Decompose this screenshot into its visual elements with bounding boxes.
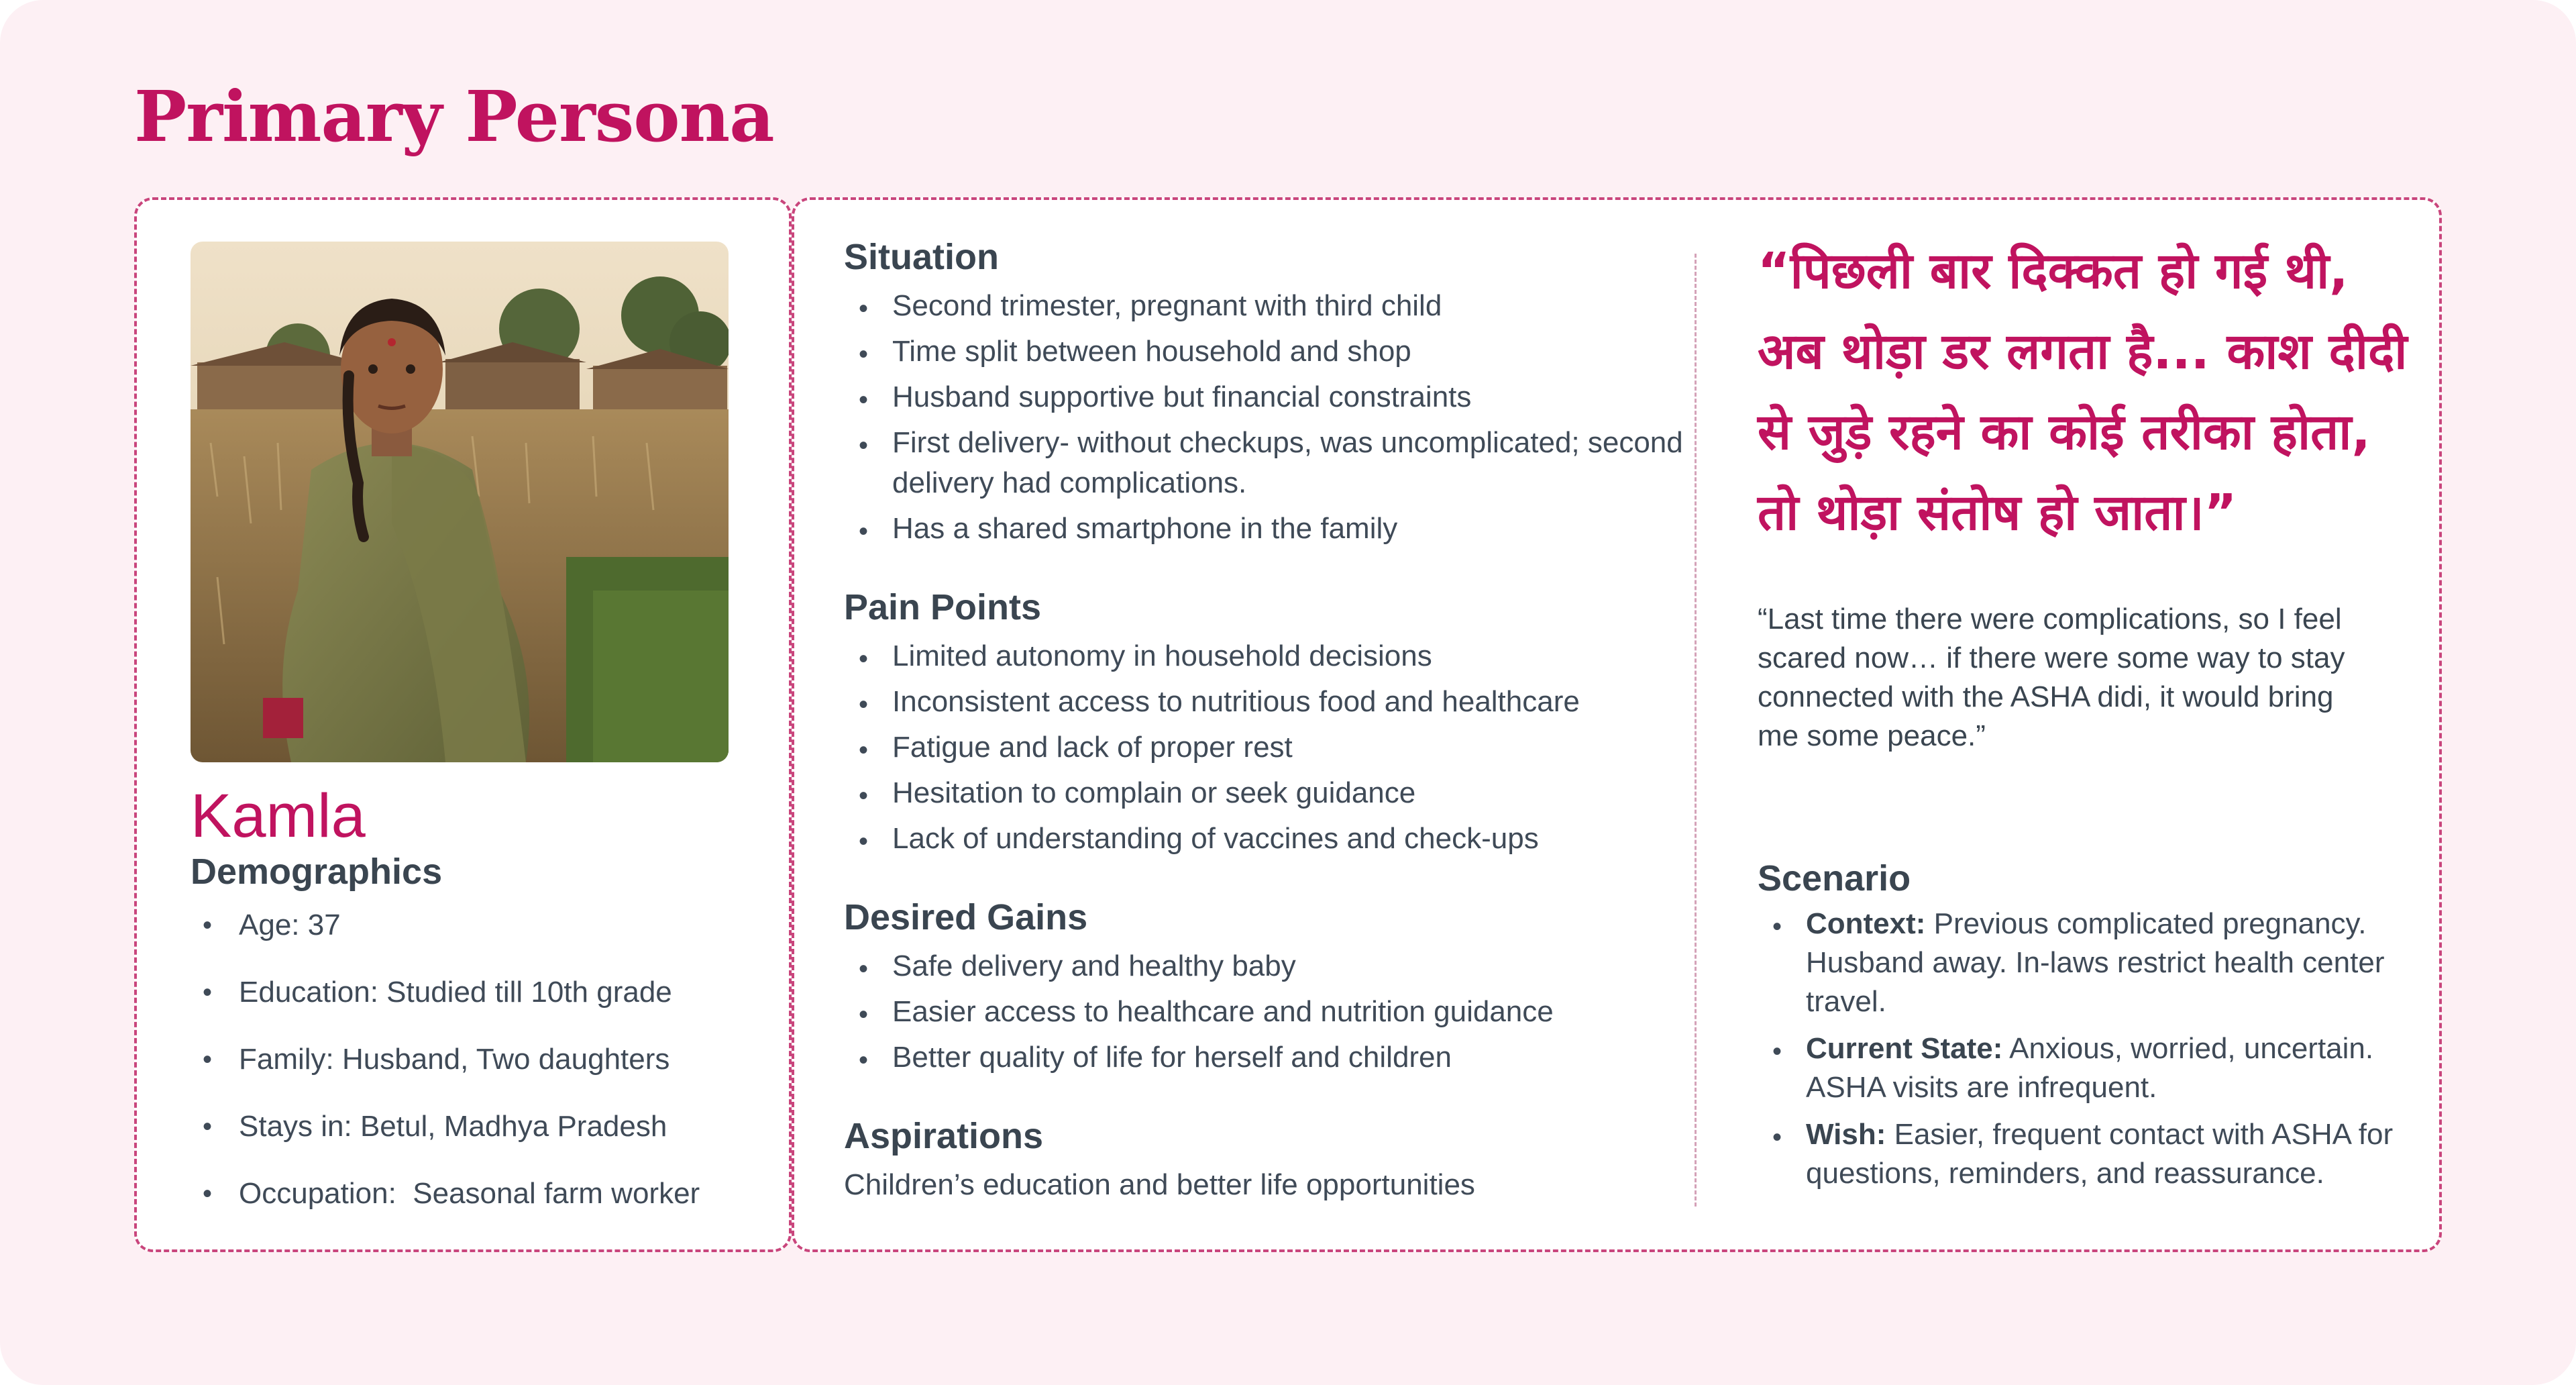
- hindi-quote: “पिछली बार दिक्कत हो गई थी, अब थोड़ा डर लगता है... काश दीदी से जुड़े रहने का कोई तरीका होता, तो थोड़ा संतोष हो जाता।”: [1758, 242, 2408, 542]
- situation-section: [844, 236, 1716, 549]
- situation-list: [844, 286, 1716, 549]
- scenario-term: Wish:: [1806, 1118, 1886, 1151]
- demographic-family: • Family: Husband, Two daughters: [191, 1043, 700, 1076]
- scenario-item-wish: [1758, 1115, 2415, 1193]
- desired-gains-section: [844, 896, 1716, 1078]
- desired-gains-heading: Desired Gains: [844, 897, 1088, 937]
- persona-name: Kamla: [191, 782, 366, 850]
- situation-heading: Situation: [844, 237, 999, 277]
- demographic-occupation: • Occupation: Seasonal farm worker: [191, 1177, 700, 1211]
- aspirations-text: Children’s education and better life opportunities: [844, 1168, 1475, 1201]
- demographics-list: [191, 909, 700, 1244]
- demographic-age: • Age: 37: [191, 909, 700, 942]
- list-item: • Husband supportive but financial constraints: [844, 377, 1716, 417]
- pain-points-list: [844, 636, 1716, 859]
- demographics-heading: Demographics: [191, 852, 443, 892]
- persona-needs-column: [844, 236, 1716, 1243]
- scenario-list: [1758, 905, 2415, 1193]
- list-item: • Fatigue and lack of proper rest: [844, 727, 1716, 768]
- list-item: • First delivery- without checkups, was uncomplicated; second delivery had complications.: [844, 423, 1716, 503]
- scenario-text: Anxious, worried, uncertain. ASHA visits are infrequent.: [1806, 1032, 2374, 1104]
- aspirations-heading: Aspirations: [844, 1116, 1044, 1156]
- list-item: • Hesitation to complain or seek guidance: [844, 773, 1716, 813]
- desired-gains-list: [844, 946, 1716, 1078]
- pain-points-heading: Pain Points: [844, 587, 1042, 627]
- list-item: • Limited autonomy in household decisions: [844, 636, 1716, 676]
- scenario-text: Previous complicated pregnancy. Husband away. In-laws restrict health center travel.: [1806, 907, 2385, 1018]
- list-item: • Better quality of life for herself and children: [844, 1037, 1716, 1078]
- list-item: • Inconsistent access to nutritious food and healthcare: [844, 682, 1716, 722]
- list-item: • Time split between household and shop: [844, 331, 1716, 372]
- list-item: • Easier access to healthcare and nutrition guidance: [844, 992, 1716, 1032]
- english-quote: “Last time there were complications, so I feel scared now… if there were some way to stay connected with the ASHA didi, it would bring me some peace.”: [1758, 603, 2345, 752]
- list-item: • Lack of understanding of vaccines and check-ups: [844, 819, 1716, 859]
- scenario-heading: Scenario: [1758, 858, 1911, 899]
- column-divider: [1695, 254, 1697, 1207]
- persona-photo: [191, 242, 729, 762]
- scenario-term: Context:: [1806, 907, 1926, 940]
- persona-details-card: [792, 197, 2442, 1252]
- list-item: • Has a shared smartphone in the family: [844, 509, 1716, 549]
- pain-points-section: [844, 586, 1716, 859]
- demographic-location: • Stays in: Betul, Madhya Pradesh: [191, 1110, 700, 1143]
- scenario-item-current-state: [1758, 1029, 2415, 1107]
- persona-photo-illustration: [191, 242, 729, 762]
- persona-profile-card: [134, 197, 792, 1252]
- demographic-education: • Education: Studied till 10th grade: [191, 976, 700, 1009]
- scenario-section: [1758, 858, 2415, 1201]
- scenario-term: Current State:: [1806, 1032, 2003, 1065]
- list-item: • Second trimester, pregnant with third child: [844, 286, 1716, 326]
- scenario-item-context: [1758, 905, 2415, 1021]
- aspirations-section: [844, 1115, 1716, 1205]
- persona-voice-column: [1758, 231, 2415, 756]
- page-title: Primary Persona: [134, 75, 774, 158]
- list-item: • Safe delivery and healthy baby: [844, 946, 1716, 986]
- scenario-text: Easier, frequent contact with ASHA for questions, reminders, and reassurance.: [1806, 1118, 2394, 1190]
